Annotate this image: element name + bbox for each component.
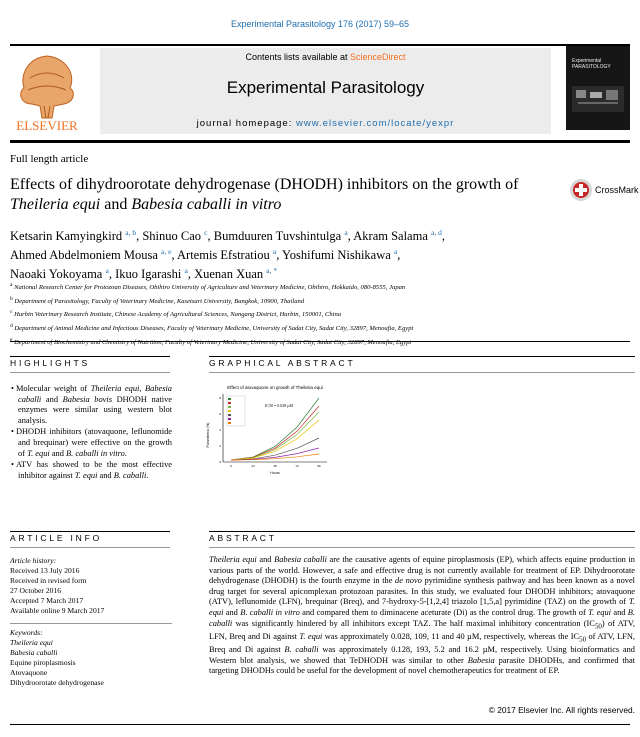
- highlights-list: [10, 384, 172, 482]
- homepage-link[interactable]: www.elsevier.com/locate/yexpr: [295, 118, 455, 129]
- affiliations: [10, 280, 630, 348]
- bottom-rule: [10, 724, 630, 725]
- copyright: © 2017 Elsevier Inc. All rights reserved.: [488, 705, 635, 715]
- keyword-item[interactable]: Equine piroplasmosis: [10, 657, 76, 667]
- abstract-subrule: [209, 547, 635, 548]
- article-info-rule: [10, 531, 170, 532]
- contents-prefix: Contents lists available at: [245, 52, 351, 62]
- highlights-rule: [10, 356, 170, 357]
- graph-ytick: 8: [219, 396, 221, 400]
- graph-ytick: 2: [219, 444, 221, 448]
- elsevier-tree-logo[interactable]: [10, 48, 84, 134]
- crossmark-label[interactable]: CrossMark: [595, 185, 639, 195]
- author[interactable]: Naoaki Yokoyama $^a$,: [10, 266, 116, 282]
- history-item: Received in revised form: [10, 576, 87, 586]
- history-label: Article history:: [10, 556, 57, 565]
- author[interactable]: Ahmed Abdelmoniem Mousa $^{a, e}$,: [10, 247, 178, 263]
- highlights-heading: HIGHLIGHTS: [10, 358, 90, 368]
- history-item: 27 October 2016: [10, 586, 62, 596]
- article-title: [10, 175, 550, 215]
- graphical-abstract-heading: GRAPHICAL ABSTRACT: [209, 358, 356, 368]
- article-info: [10, 556, 172, 688]
- abstract-heading: ABSTRACT: [209, 533, 277, 543]
- affiliation-item: $^b$ Department of Parasitology, Faculty of Veterinary Medicine, Kasetsart University, Bangkok, 10900, Thailand: [10, 295, 305, 305]
- elsevier-wordmark: ELSEVIER: [16, 118, 78, 133]
- author[interactable]: Yoshifumi Nishikawa $^a$,: [281, 247, 401, 263]
- graphical-rule: [209, 356, 635, 357]
- graph-ylabel: Parasitemia (%): [206, 422, 210, 448]
- keyword-item[interactable]: Babesia caballi: [10, 647, 58, 657]
- graph-xtick: 96: [317, 464, 321, 468]
- abstract-body: Theileria equi and Babesia caballi are the causative agents of equine piroplasmosis (EP), which affects equine production in various parts of the world. However, a safe and effective drug is not currently available for treatment of EP. Dihydroorotate dehydrogenase (DHODH) is the fourth enzyme in the de novo pyrimidine synthesis pathway and has been known as a novel drug target for several apicomplexan protozoan parasites. In this study, we evaluated four DHODH inhibitors; atovaquone (ATV), leflunomide (LFN), brequinar (Breq), and 7-hydroxy-5-[1,2,4] triazolo [1,5,a] pyrimidine (TAZ) on the growth of T. equi and B. caballi in vitro and compared them to diminacene aceturate (Di) as the control drug. The growth of T. equi and B. caballi was significantly hindered by all inhibitors except TAZ. The half maximal inhibitory concentration $(IC_{50})$ of ATV, LFN, Breq and Di against T. equi was approximately 0.028, 109, 11 and 40 µM, respectively, whereas the $IC_{50}$ of ATV, LFN, Breq and Di against B. caballi was approximately 0.128, 193, 5.2 and 16.2 µM, respectively. Using bioinformatics and Western blot analysis, we showed that TeDHODH was similar to other Babesia parasite DHODHs, and confirmed that targeting DHODHs could be useful for the development of novel chemotherapeutics for treatment of EP.: [209, 555, 636, 676]
- graph-ic50-label: IC50 = 0.028 µM: [265, 403, 294, 408]
- graph-series-line: [231, 438, 319, 460]
- keyword-item[interactable]: Atovaquone: [10, 667, 48, 677]
- graph-ytick: 0: [219, 460, 221, 464]
- graph-xtick: 24: [251, 464, 255, 468]
- author[interactable]: Xuenan Xuan $^{a, *}$: [194, 266, 278, 282]
- article-info-subrule: [10, 547, 170, 548]
- graph-xtick: 0: [230, 464, 232, 468]
- title-text: Effects of dihydroorotate dehydrogenase (DHODH) inhibitors on the growth of: [10, 176, 519, 193]
- article-info-heading: ARTICLE INFO: [10, 533, 103, 543]
- author[interactable]: Artemis Efstratiou $^a$,: [177, 247, 282, 263]
- highlight-item: • DHODH inhibitors (atovaquone, leflunomide and brequinar) were effective on the growth of T. equi and B. caballi in vitro.: [18, 427, 172, 459]
- journal-citation[interactable]: Experimental Parasitology 176 (2017) 59–65: [230, 19, 410, 29]
- author[interactable]: Ikuo Igarashi $^a$,: [115, 266, 195, 282]
- affiliation-item: $^c$ Harbin Veterinary Research Institute, Chinese Academy of Agricultural Sciences, Nangang District, Harbin, 150001, China: [10, 309, 342, 319]
- graphical-subrule: [209, 372, 635, 373]
- history-item: Received 13 July 2016: [10, 566, 80, 576]
- journal-title[interactable]: Experimental Parasitology: [226, 78, 425, 97]
- author[interactable]: Akram Salama $^{a, d}$,: [353, 228, 445, 244]
- contents-line: [100, 52, 551, 62]
- keyword-item[interactable]: Theileria equi: [10, 637, 53, 647]
- history-item: Available online 9 March 2017: [10, 606, 105, 616]
- affiliation-rule: [10, 341, 630, 342]
- article-type: Full length article: [10, 153, 89, 165]
- highlight-item: • Molecular weight of Theileria equi, Babesia caballi and Babesia bovis DHODH native enzymes were similar using western blot analysis.: [18, 384, 172, 426]
- author[interactable]: Ketsarin Kamyingkird $^{a, b}$,: [10, 228, 143, 244]
- graph-ytick: 6: [219, 412, 221, 416]
- keyword-item[interactable]: Dihydroorotate dehydrogenase: [10, 678, 104, 688]
- keywords-label: Keywords:: [10, 627, 43, 637]
- history-item: Accepted 7 March 2017: [10, 596, 84, 606]
- graph-title: Effect of atovaquone on growth of Theileria equi: [227, 385, 323, 390]
- graph-xtick: 48: [273, 464, 277, 468]
- graph-xlabel: Hours: [270, 471, 280, 475]
- title-species-1: Theileria equi: [10, 196, 101, 213]
- sciencedirect-link[interactable]: ScienceDirect: [350, 52, 406, 62]
- graphical-abstract-figure[interactable]: [205, 380, 335, 480]
- highlight-item: • ATV has showed to be the most effective inhibitor against T. equi and B. caballi.: [18, 460, 172, 481]
- graph-ytick: 4: [219, 428, 221, 432]
- title-species-2: Babesia caballi: [131, 196, 232, 213]
- affiliation-item: $^d$ Department of Animal Medicine and Infectious Diseases, Faculty of Veterinary Medicine, University of Sadat City, Sadat City, 32897, Menoufia, Egypt: [10, 323, 414, 333]
- journal-homepage: [100, 118, 551, 129]
- affiliation-item: $^a$ National Research Center for Protozoan Diseases, Obihiro University of Agriculture and Veterinary Medicine, Obihiro, Hokkaido, 080-8555, Japan: [10, 282, 406, 292]
- author[interactable]: Shinuo Cao $^c$,: [142, 228, 214, 244]
- homepage-prefix: journal homepage:: [196, 118, 296, 129]
- graph-xtick: 72: [295, 464, 299, 468]
- abstract-rule: [209, 531, 635, 532]
- affiliation-item: $^e$ Department of Biochemistry and Chemistry of Nutrition, Faculty of Veterinary Medicine, University of Sadat City, Sadat City, 32897, Menoufia, Egypt: [10, 336, 412, 346]
- title-in-vitro: in vitro: [235, 196, 282, 213]
- keywords-divider: [10, 623, 172, 624]
- title-and: and: [100, 196, 132, 213]
- author-list: [10, 225, 570, 282]
- crossmark-icon[interactable]: [569, 178, 593, 204]
- highlights-subrule: [10, 372, 170, 373]
- cover-title: Experimental PARASITOLOGY: [572, 58, 611, 70]
- author[interactable]: Bumduuren Tuvshintulga $^a$,: [213, 228, 354, 244]
- masthead-rule: [10, 140, 630, 143]
